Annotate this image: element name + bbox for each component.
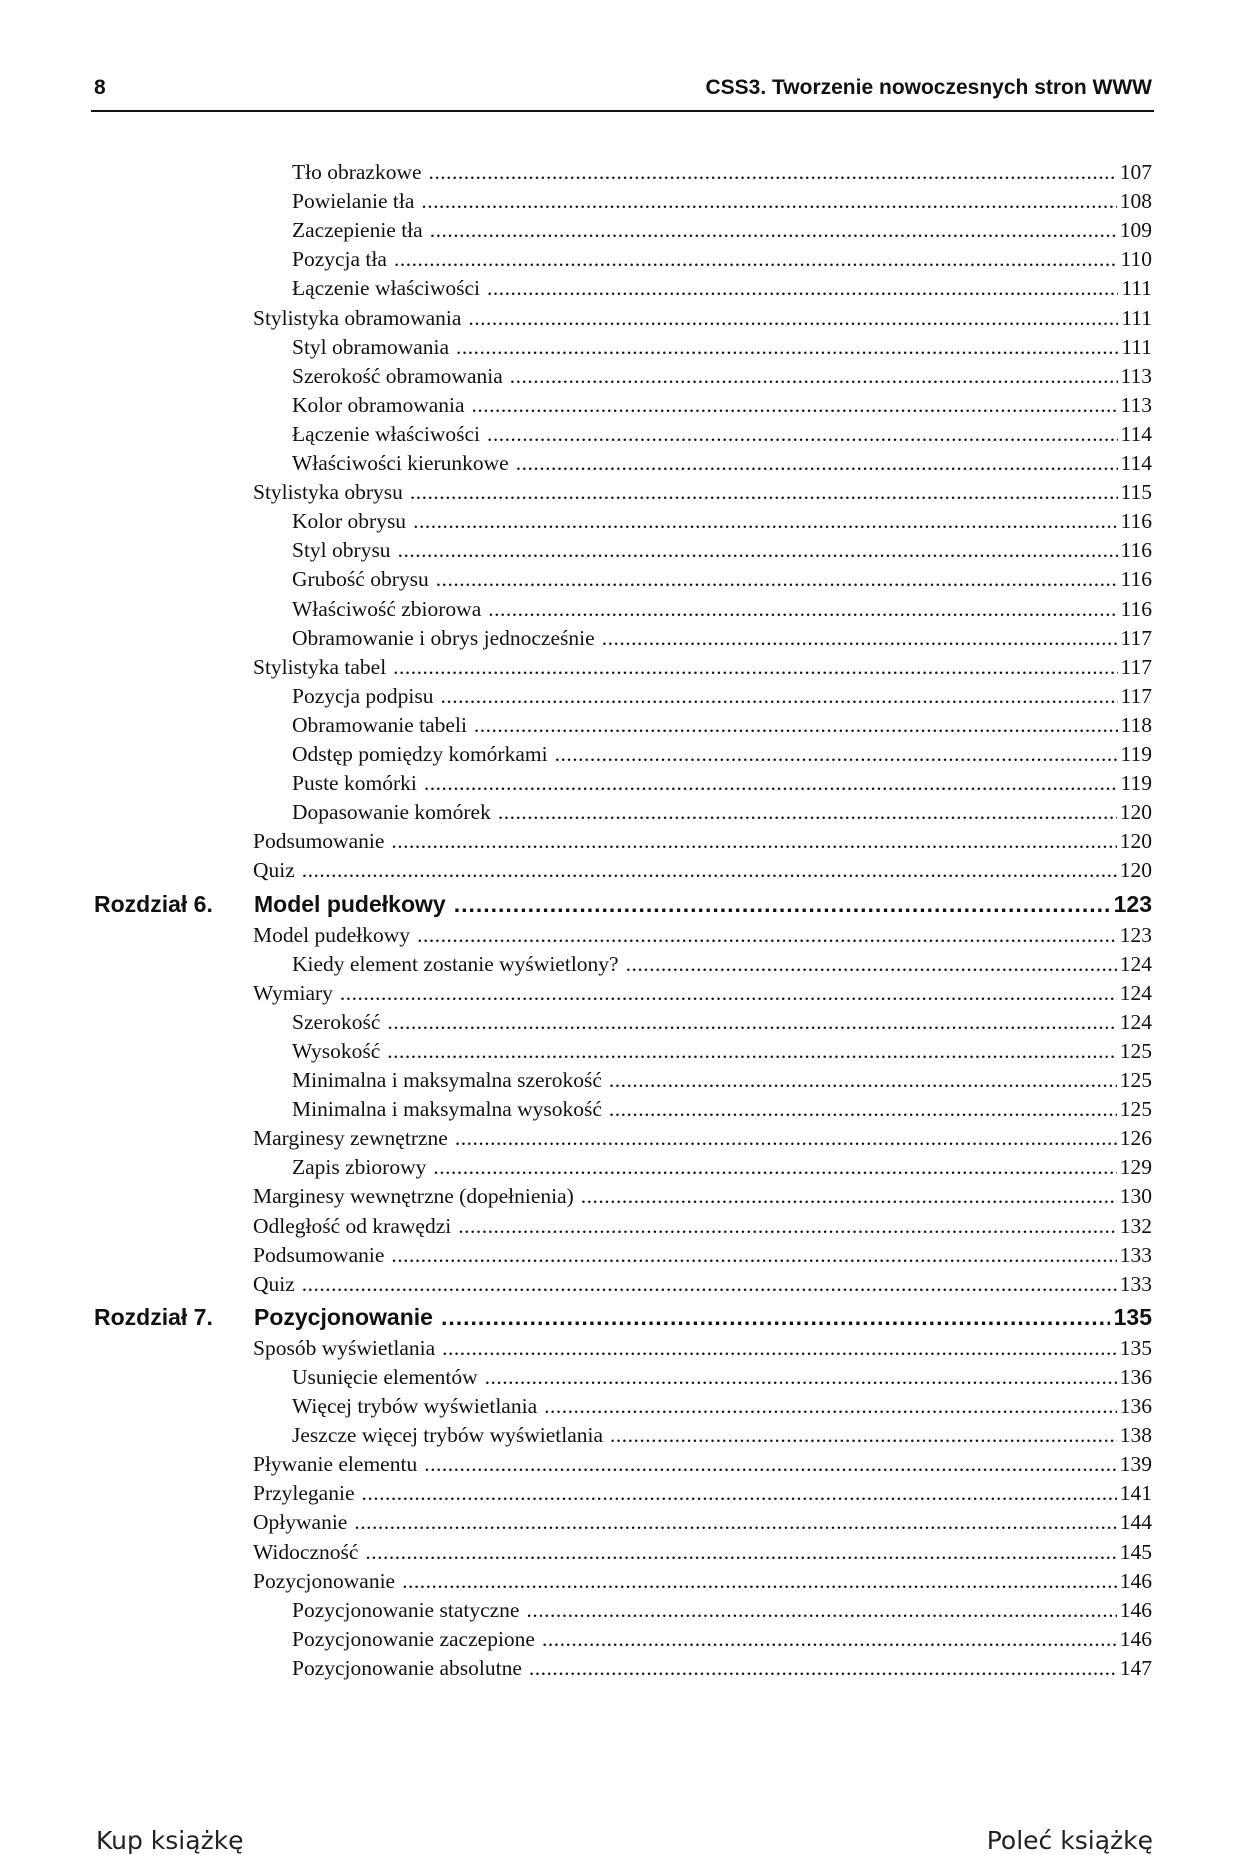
toc-entry-label: Przyleganie [253, 1481, 355, 1506]
dot-leader [394, 245, 1118, 274]
toc-entry-label: Szerokość [292, 1009, 381, 1034]
toc-entry-label: Zaczepienie tła [292, 218, 423, 243]
toc-subsection [292, 682, 1152, 711]
dot-leader [393, 653, 1117, 682]
toc-subsection [292, 711, 1152, 740]
toc-subsection [292, 1625, 1152, 1654]
toc-entry-page: 108 [1119, 189, 1152, 214]
chapter-page: 123 [1113, 890, 1152, 917]
toc-entry-page: 133 [1119, 1271, 1152, 1296]
toc-section [253, 304, 1152, 333]
toc-section [253, 1508, 1152, 1537]
toc-entry-label: Kiedy element zostanie wyświetlony? [292, 951, 619, 976]
dot-leader [429, 158, 1117, 187]
toc-entry-label: Zapis zbiorowy [292, 1155, 427, 1180]
dot-leader [510, 362, 1118, 391]
dot-leader [398, 536, 1118, 565]
toc-subsection [292, 420, 1152, 449]
toc-entry-label: Stylistyka tabel [253, 654, 387, 679]
toc-entry-page: 109 [1119, 218, 1152, 243]
toc-entry-page: 119 [1120, 742, 1152, 766]
toc-entry-label: Więcej trybów wyświetlania [292, 1394, 538, 1418]
toc-entry-page: 146 [1119, 1568, 1152, 1593]
toc-entry-page: 129 [1119, 1155, 1152, 1180]
toc-entry-label: Sposób wyświetlania [253, 1335, 436, 1360]
toc-subsection [292, 740, 1152, 769]
toc-entry-label: Podsumowanie [253, 1242, 385, 1267]
toc-entry-label: Usunięcie elementów [292, 1364, 478, 1389]
dot-leader [609, 1066, 1117, 1095]
toc-subsection [292, 1363, 1152, 1392]
toc-entry-label: Właściwość zbiorowa [292, 596, 482, 621]
toc-subsection [292, 565, 1152, 594]
chapter-number: Rozdział 6. [94, 890, 213, 917]
toc-entry-page: 120 [1119, 858, 1152, 883]
toc-section [253, 1241, 1152, 1270]
toc-section [253, 1124, 1152, 1153]
toc-entry-label: Quiz [253, 858, 295, 883]
dot-leader [421, 187, 1116, 216]
toc-entry-page: 146 [1119, 1626, 1152, 1651]
toc-entry-page: 116 [1120, 509, 1152, 534]
toc-entry-page: 114 [1120, 451, 1152, 475]
toc-entry-label: Marginesy zewnętrzne [253, 1126, 448, 1151]
toc-entry-label: Tło obrazkowe [292, 160, 422, 184]
chapter-number: Rozdział 7. [94, 1303, 213, 1330]
toc-entry-label: Opływanie [253, 1510, 348, 1535]
toc-subsection [292, 391, 1152, 420]
chapter-title: Model pudełkowy [254, 890, 446, 917]
toc-section [253, 827, 1152, 856]
toc-entry-label: Minimalna i maksymalna szerokość [292, 1068, 602, 1092]
toc-entry-page: 119 [1120, 771, 1152, 796]
toc-section [253, 1182, 1152, 1211]
toc-entry-label: Kolor obramowania [292, 392, 465, 417]
dot-leader [362, 1479, 1117, 1508]
toc-entry-label: Wysokość [292, 1038, 381, 1063]
toc-section [253, 1212, 1152, 1241]
toc-entry-label: Pozycjonowanie statyczne [292, 1597, 520, 1622]
toc-subsection [292, 245, 1152, 274]
chapter-heading [94, 888, 1152, 920]
chapter-title: Pozycjonowanie [254, 1303, 433, 1330]
toc-entry-label: Dopasowanie komórek [292, 800, 491, 825]
toc-entry-page: 116 [1120, 538, 1152, 563]
toc-entry-label: Stylistyka obrysu [253, 480, 403, 505]
toc-entry-page: 120 [1119, 800, 1152, 825]
toc-subsection [292, 1392, 1152, 1421]
toc-entry-page: 130 [1119, 1184, 1152, 1209]
dot-leader [455, 1124, 1117, 1153]
toc-subsection [292, 1421, 1152, 1450]
dot-leader [402, 1567, 1117, 1596]
toc-entry-page: 114 [1120, 421, 1152, 446]
toc-entry-page: 111 [1121, 334, 1152, 359]
toc-entry-page: 139 [1119, 1452, 1152, 1477]
dot-leader [468, 304, 1118, 333]
toc-subsection [292, 507, 1152, 536]
book-title: CSS3. Tworzenie nowoczesnych stron WWW [705, 76, 1152, 99]
recommend-book-link[interactable]: Poleć książkę [986, 1826, 1153, 1855]
toc-section [253, 478, 1152, 507]
toc-entry-page: 144 [1119, 1510, 1152, 1535]
dot-leader [430, 216, 1117, 245]
dot-leader [555, 740, 1118, 769]
toc-entry-page: 124 [1119, 1009, 1152, 1034]
toc-entry-page: 147 [1119, 1655, 1152, 1680]
dot-leader [526, 1596, 1116, 1625]
toc-subsection [292, 274, 1152, 303]
toc-entry-label: Obramowanie tabeli [292, 712, 467, 737]
toc-entry-label: Quiz [253, 1271, 295, 1296]
toc-subsection [292, 1008, 1152, 1037]
toc-subsection [292, 1037, 1152, 1066]
toc-entry-page: 111 [1121, 276, 1152, 301]
toc-entry-label: Grubość obrysu [292, 567, 429, 592]
toc-section [253, 1567, 1152, 1596]
toc-subsection [292, 362, 1152, 391]
dot-leader [458, 1212, 1117, 1241]
dot-leader [602, 624, 1118, 653]
toc-entry-label: Łączenie właściwości [292, 421, 481, 446]
toc-entry-label: Odstęp pomiędzy komórkami [292, 742, 548, 766]
toc-entry-label: Widoczność [253, 1539, 359, 1564]
toc-entry-label: Styl obramowania [292, 334, 450, 359]
dot-leader [302, 856, 1117, 885]
toc-entry-label: Puste komórki [292, 771, 417, 796]
toc-entry-page: 125 [1119, 1038, 1152, 1063]
dot-leader [544, 1392, 1117, 1421]
toc-subsection [292, 1596, 1152, 1625]
toc-section [253, 1334, 1152, 1363]
toc-entry-label: Jeszcze więcej trybów wyświetlania [292, 1423, 604, 1448]
dot-leader [436, 565, 1118, 594]
toc-subsection [292, 595, 1152, 624]
toc-entry-label: Kolor obrysu [292, 509, 407, 534]
toc-subsection [292, 449, 1152, 478]
dot-leader [498, 798, 1117, 827]
dot-leader [365, 1538, 1116, 1567]
toc-subsection [292, 1066, 1152, 1095]
toc-subsection [292, 950, 1152, 979]
dot-leader [456, 333, 1118, 362]
toc-entry-label: Model pudełkowy [253, 922, 411, 947]
dot-leader [441, 682, 1118, 711]
toc-entry-page: 116 [1120, 596, 1152, 621]
toc-entry-page: 125 [1119, 1097, 1152, 1122]
dot-leader [626, 950, 1117, 979]
toc-subsection [292, 1654, 1152, 1683]
dot-leader [417, 921, 1117, 950]
dot-leader [542, 1625, 1117, 1654]
toc-entry-page: 141 [1119, 1481, 1152, 1506]
toc-entry-page: 118 [1120, 712, 1152, 737]
toc-entry-label: Łączenie właściwości [292, 276, 481, 301]
toc-entry-page: 117 [1120, 654, 1152, 679]
toc-entry-label: Podsumowanie [253, 829, 385, 854]
toc-section [253, 1450, 1152, 1479]
toc-entry-page: 135 [1119, 1335, 1152, 1360]
toc-entry-label: Obramowanie i obrys jednocześnie [292, 625, 595, 650]
toc-entry-page: 115 [1120, 480, 1152, 505]
toc-entry-label: Odległość od krawędzi [253, 1213, 452, 1238]
toc-section [253, 921, 1152, 950]
dot-leader [354, 1508, 1116, 1537]
toc-entry-page: 124 [1119, 980, 1152, 1005]
toc-entry-label: Pozycja podpisu [292, 683, 434, 708]
toc-entry-page: 120 [1119, 829, 1152, 854]
toc-subsection [292, 769, 1152, 798]
toc-entry-page: 111 [1121, 305, 1152, 330]
toc-entry-page: 138 [1119, 1423, 1152, 1448]
toc-entry-page: 117 [1120, 683, 1152, 708]
dot-leader [610, 1421, 1117, 1450]
toc-entry-label: Pływanie elementu [253, 1452, 418, 1477]
dot-leader [485, 1363, 1117, 1392]
toc-subsection [292, 216, 1152, 245]
dot-leader [387, 1037, 1116, 1066]
toc-entry-label: Pozycja tła [292, 247, 387, 272]
toc-entry-page: 145 [1119, 1539, 1152, 1564]
dot-leader [609, 1095, 1117, 1124]
dot-leader [433, 1153, 1116, 1182]
toc-subsection [292, 624, 1152, 653]
dot-leader [424, 769, 1118, 798]
toc-entry-label: Styl obrysu [292, 538, 391, 563]
dot-leader [474, 711, 1118, 740]
dot-leader [487, 420, 1118, 449]
running-header [91, 74, 1154, 112]
dot-leader [472, 391, 1118, 420]
toc-entry-label: Pozycjonowanie [253, 1568, 396, 1593]
toc-section [253, 1270, 1152, 1299]
toc-entry-page: 117 [1120, 625, 1152, 650]
toc-subsection [292, 1153, 1152, 1182]
toc-subsection [292, 536, 1152, 565]
dot-leader [391, 827, 1116, 856]
toc-entry-label: Minimalna i maksymalna wysokość [292, 1097, 602, 1122]
toc-entry-page: 107 [1119, 160, 1152, 184]
toc-entry-page: 125 [1119, 1068, 1152, 1092]
dot-leader [581, 1182, 1117, 1211]
dot-leader [529, 1654, 1117, 1683]
toc-section [253, 1479, 1152, 1508]
toc-entry-page: 116 [1120, 567, 1152, 592]
page-number: 8 [94, 76, 106, 99]
toc-subsection [292, 798, 1152, 827]
toc-entry-label: Pozycjonowanie absolutne [292, 1655, 522, 1680]
toc-section [253, 653, 1152, 682]
dot-leader [410, 478, 1118, 507]
toc-entry-page: 126 [1119, 1126, 1152, 1151]
dot-leader [391, 1241, 1116, 1270]
toc-section [253, 856, 1152, 885]
dot-leader [454, 888, 1110, 920]
toc-entry-page: 132 [1119, 1213, 1152, 1238]
toc-entry-page: 146 [1119, 1597, 1152, 1622]
dot-leader [413, 507, 1117, 536]
dot-leader [488, 595, 1117, 624]
toc-subsection [292, 333, 1152, 362]
toc-section [253, 1538, 1152, 1567]
toc-entry-label: Powielanie tła [292, 189, 415, 214]
toc-entry-page: 133 [1119, 1242, 1152, 1267]
toc-entry-page: 136 [1119, 1364, 1152, 1389]
dot-leader [387, 1008, 1116, 1037]
dot-leader [442, 1334, 1117, 1363]
toc-subsection [292, 158, 1152, 187]
dot-leader [424, 1450, 1117, 1479]
toc-entry-page: 113 [1120, 363, 1152, 388]
toc-entry-label: Szerokość obramowania [292, 363, 503, 388]
toc-entry-page: 110 [1120, 247, 1152, 272]
toc-entry-label: Marginesy wewnętrzne (dopełnienia) [253, 1184, 574, 1209]
toc-entry-label: Właściwości kierunkowe [292, 451, 509, 475]
chapter-heading [94, 1301, 1152, 1333]
toc-entry-page: 123 [1119, 922, 1152, 947]
dot-leader [302, 1270, 1117, 1299]
dot-leader [340, 979, 1117, 1008]
toc-entry-page: 124 [1119, 951, 1152, 976]
toc-section [253, 979, 1152, 1008]
toc-entry-label: Pozycjonowanie zaczepione [292, 1626, 535, 1651]
dot-leader [516, 449, 1118, 478]
chapter-page: 135 [1113, 1303, 1152, 1330]
dot-leader [441, 1301, 1110, 1333]
toc-entry-page: 113 [1120, 392, 1152, 417]
toc-entry-page: 136 [1119, 1394, 1152, 1418]
toc-entry-label: Wymiary [253, 980, 333, 1005]
buy-book-link[interactable]: Kup książkę [96, 1826, 244, 1855]
toc-subsection [292, 187, 1152, 216]
toc-subsection [292, 1095, 1152, 1124]
dot-leader [487, 274, 1118, 303]
toc-entry-label: Stylistyka obramowania [253, 305, 462, 330]
